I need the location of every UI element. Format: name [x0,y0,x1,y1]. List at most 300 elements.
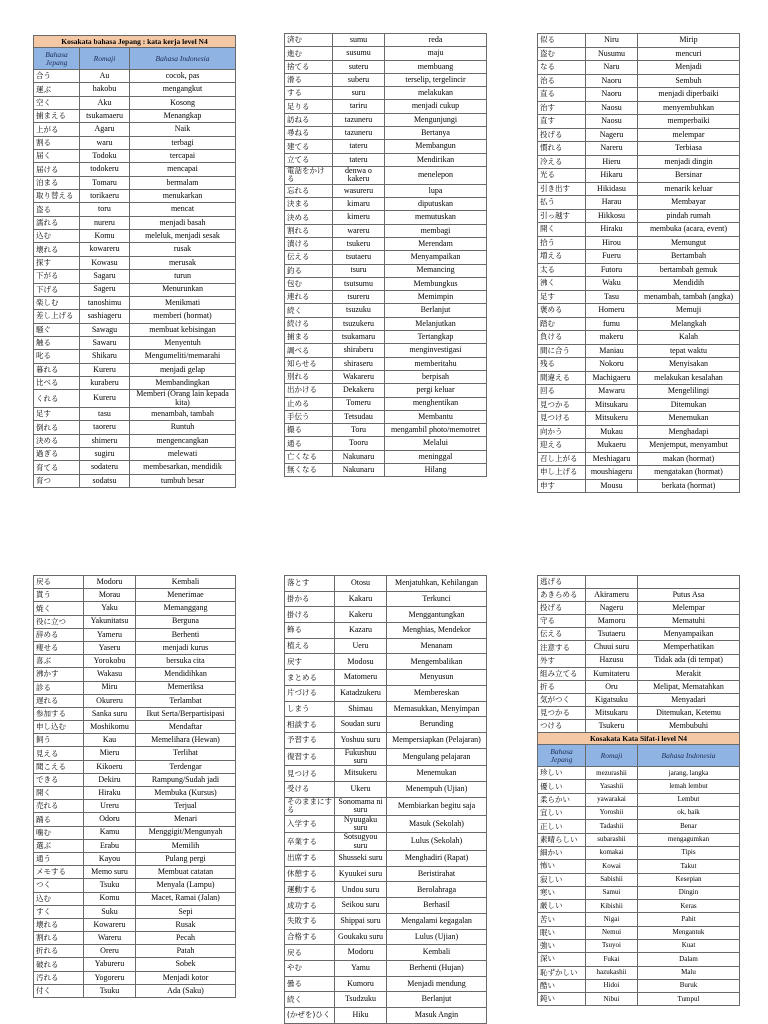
table-row [285,851,487,867]
table-row [538,602,740,615]
cell-romaji: kowareru [80,243,130,256]
cell-indonesian: merusak [130,256,236,269]
cell-japanese: 回る [538,385,586,399]
cell-indonesian: mengambil photo/memotret [385,424,487,437]
vocab-table-5 [284,575,487,1024]
cell-japanese: 届く [34,150,80,163]
cell-romaji: Fukushuu suru [335,748,387,766]
cell-japanese: 続く [285,992,335,1008]
cell-japanese: 破れる [34,958,84,971]
header-romaji: Romaji [80,48,130,70]
cell-indonesian: Memberi (Orang lain kepada kita) [130,390,236,408]
table-row [34,773,236,786]
cell-japanese: 診る [34,681,84,694]
cell-indonesian: Ada (Saku) [136,984,236,997]
cell-romaji: Kureru [80,390,130,408]
cell-romaji: Kyuukei suru [335,866,387,882]
cell-japanese: 取り替える [34,190,80,203]
cell-indonesian: Takut [638,860,740,873]
cell-romaji: suteru [333,60,385,73]
vocab-table-6 [537,575,740,1006]
cell-japanese: 投げる [538,128,586,142]
table-row [34,707,236,720]
table-row [285,331,487,344]
cell-japanese: 外す [538,654,586,667]
cell-japanese: 選ぶ [34,839,84,852]
cell-japanese: 止める [285,397,333,410]
table-row [538,979,740,992]
cell-romaji: Yaku [84,602,136,615]
cell-romaji: Naosu [586,115,638,129]
cell-indonesian: Runtuh [130,421,236,434]
cell-romaji: Kakeru [335,607,387,623]
header-japanese: Bahasa Jepang [538,745,586,767]
cell-japanese: 強い [538,939,586,952]
cell-indonesian: memperbaiki [638,115,740,129]
cell-japanese: 続ける [285,317,333,330]
cell-indonesian: Masuk Angin [387,1007,487,1023]
table-row [538,966,740,979]
table-row [538,142,740,156]
table-row [34,350,236,363]
cell-japanese: 守る [538,615,586,628]
cell-indonesian: Pahit [638,913,740,926]
table-row [538,886,740,899]
cell-indonesian: Patah [136,945,236,958]
cell-japanese: 宜しい [538,807,586,820]
table-row [285,251,487,264]
cell-romaji: Homeru [586,304,638,318]
cell-romaji: sumu [333,34,385,47]
cell-romaji: Naru [586,61,638,75]
cell-japanese: 掛かる [285,591,335,607]
cell-indonesian: Rampung/Sudah jadi [136,773,236,786]
cell-romaji: Kumitateru [586,667,638,680]
cell-japanese: 深い [538,953,586,966]
cell-romaji: waru [80,136,130,149]
table-row [285,437,487,450]
cell-indonesian: Mengelilingi [638,385,740,399]
cell-indonesian: Macet, Ramai (Jalan) [136,892,236,905]
table-row [538,939,740,952]
cell-japanese: 組み立てる [538,667,586,680]
cell-japanese: 増える [538,250,586,264]
table-row [285,976,487,992]
cell-japanese: 飾る [285,623,335,639]
cell-indonesian: Memancing [385,264,487,277]
table-row [34,390,236,408]
cell-indonesian: melewati [130,448,236,461]
cell-indonesian: Kesepian [638,873,740,886]
cell-japanese: 壊れる [34,918,84,931]
table-row [538,101,740,115]
table-row [538,833,740,846]
table-row [538,439,740,453]
table-row [34,123,236,136]
cell-indonesian: Bertambah [638,250,740,264]
cell-indonesian: Masuk (Sekolah) [387,815,487,833]
cell-romaji: Sawagu [80,323,130,336]
cell-indonesian: memutuskan [385,211,487,224]
cell-romaji: Hiraku [84,787,136,800]
table-row [538,793,740,806]
cell-romaji: hakobu [80,83,130,96]
cell-indonesian: Merakit [638,667,740,680]
cell-indonesian: turun [130,270,236,283]
cell-indonesian: terselip, tergelincir [385,73,487,86]
cell-japanese: 調べる [285,344,333,357]
cell-indonesian: Membangun [385,140,487,153]
cell-japanese: 上がる [34,123,80,136]
cell-romaji: tsukamaru [333,331,385,344]
cell-romaji: Harau [586,196,638,210]
cell-romaji: Mitsukeru [586,412,638,426]
cell-indonesian: pindah rumah [638,209,740,223]
cell-indonesian: Mengumeliti/memarahi [130,350,236,363]
cell-romaji: Shusseki suru [335,851,387,867]
cell-indonesian: pergi keluar [385,384,487,397]
cell-indonesian: tercapai [130,150,236,163]
cell-romaji: Meshiagaru [586,452,638,466]
cell-japanese: 予習する [285,732,335,748]
cell-indonesian: Mengulang pelajaran [387,748,487,766]
cell-japanese: 泊まる [34,176,80,189]
header-japanese: Bahasa Jepang [34,48,80,70]
cell-romaji: Odoru [84,813,136,826]
table-row [538,820,740,833]
header-indonesian: Bahasa Indonesia [130,48,236,70]
cell-japanese: 引っ越す [538,209,586,223]
cell-japanese: 届ける [34,163,80,176]
table-row [34,283,236,296]
cell-romaji: Tadashii [586,820,638,833]
table-row [538,846,740,859]
cell-indonesian: membesarkan, mendidik [130,461,236,474]
table-row [285,211,487,224]
table-row [285,929,487,945]
cell-japanese: 直す [538,115,586,129]
cell-indonesian: Melangkah [638,317,740,331]
table-row [285,87,487,100]
cell-romaji: Tooru [333,437,385,450]
table-row [34,734,236,747]
cell-indonesian: Pulang pergi [136,852,236,865]
cell-indonesian: melempar [638,128,740,142]
table-row [34,310,236,323]
cell-romaji: Yabureru [84,958,136,971]
table-row [34,721,236,734]
cell-indonesian: Lulus (Ujian) [387,929,487,945]
cell-indonesian: meleluk, menjadi sesak [130,230,236,243]
table-row [285,748,487,766]
table-row [34,576,236,589]
cell-romaji: Naoru [586,88,638,102]
table-row [34,230,236,243]
cell-japanese: つく [34,879,84,892]
cell-romaji: Sagaru [80,270,130,283]
cell-indonesian: Menanam [387,638,487,654]
cell-romaji: Nusumu [586,47,638,61]
cell-indonesian: Memasukkan, Menyimpan [387,701,487,717]
cell-romaji: Shippai suru [335,913,387,929]
cell-romaji: Akirameru [586,589,638,602]
cell-romaji: Tomaru [80,176,130,189]
cell-indonesian: mencat [130,203,236,216]
cell-indonesian: Memeriksa [136,681,236,694]
cell-japanese: 間違える [538,371,586,385]
cell-japanese: 曇る [285,976,335,992]
table-row [285,833,487,851]
table-row [34,694,236,707]
cell-indonesian: Menggantungkan [387,607,487,623]
cell-japanese: 足りる [285,100,333,113]
cell-indonesian: mengangkut [130,83,236,96]
cell-japanese: 無くなる [285,463,333,476]
cell-japanese: 込む [34,892,84,905]
cell-romaji: sodateru [80,461,130,474]
cell-romaji: Tsuyoi [586,939,638,952]
cell-romaji: Mieru [84,747,136,760]
cell-japanese: 遅れる [34,694,84,707]
cell-japanese: 通う [34,852,84,865]
cell-romaji: Nakunaru [333,463,385,476]
cell-japanese: 優しい [538,780,586,793]
table-row [538,371,740,385]
cell-indonesian: Mengembalikan [387,654,487,670]
cell-indonesian: Melipat, Mematahkan [638,680,740,693]
cell-japanese: 割れる [34,932,84,945]
cell-indonesian: bersuka cita [136,655,236,668]
cell-romaji: Machigaeru [586,371,638,385]
cell-japanese: 卒業する [285,833,335,851]
table-row [34,70,236,83]
table-row [285,73,487,86]
cell-indonesian: Terkunci [387,591,487,607]
table-row [538,236,740,250]
cell-romaji: kimaru [333,198,385,211]
cell-japanese: つける [538,720,586,733]
cell-romaji: Au [80,70,130,83]
cell-japanese: 育てる [34,461,80,474]
cell-japanese: 叱る [34,350,80,363]
table-row [538,807,740,820]
cell-indonesian: ok, baik [638,807,740,820]
cell-indonesian: menarik keluar [638,182,740,196]
cell-japanese: 伝える [285,251,333,264]
cell-indonesian: menelepon [385,166,487,184]
table-row [538,223,740,237]
table-row [285,140,487,153]
table-row [285,685,487,701]
cell-indonesian: Menurunkan [130,283,236,296]
cell-japanese: 付く [34,984,84,997]
cell-romaji: Sanka suru [84,707,136,720]
cell-romaji: Toru [333,424,385,437]
cell-japanese: 続く [285,304,333,317]
cell-romaji: Yasashii [586,780,638,793]
cell-romaji: Kikoeru [84,760,136,773]
cell-japanese: 出かける [285,384,333,397]
cell-japanese: 下げる [34,283,80,296]
cell-indonesian: Mendirikan [385,153,487,166]
cell-romaji: Goukaku suru [335,929,387,945]
cell-japanese: なる [538,61,586,75]
table-row [538,926,740,939]
cell-japanese: 汚れる [34,971,84,984]
table-row [538,720,740,733]
table-row [34,628,236,641]
table-row [285,397,487,410]
cell-romaji: Oreru [84,945,136,958]
table-row [285,591,487,607]
cell-romaji: Yameru [84,628,136,641]
table-row [34,866,236,879]
cell-japanese: くれる [34,390,80,408]
cell-japanese: 似る [538,34,586,48]
cell-indonesian: Menyisakan [638,358,740,372]
cell-romaji: kuraberu [80,376,130,389]
cell-indonesian: menjadi gelap [130,363,236,376]
table-row [285,184,487,197]
table-row [538,479,740,493]
cell-romaji: subarashii [586,833,638,846]
table-row [34,150,236,163]
cell-romaji: Shimau [335,701,387,717]
table-row [285,344,487,357]
table-row [285,166,487,184]
cell-romaji: Erabu [84,839,136,852]
cell-indonesian: membuat kebisingan [130,323,236,336]
table-row [538,953,740,966]
cell-indonesian: Sembuh [638,74,740,88]
table-row [285,866,487,882]
table-row [538,412,740,426]
cell-indonesian: Berolahraga [387,882,487,898]
cell-japanese: 釣る [285,264,333,277]
cell-indonesian: Naik [130,123,236,136]
cell-indonesian: Menyentuh [130,336,236,349]
cell-japanese: 手伝う [285,410,333,423]
table-row [538,873,740,886]
cell-romaji: Waku [586,277,638,291]
cell-romaji: Tsuku [84,879,136,892]
cell-romaji: Ueru [335,638,387,654]
cell-indonesian: Berhasil [387,898,487,914]
cell-japanese: 空く [34,96,80,109]
table-row [538,693,740,706]
cell-japanese: 光る [538,169,586,183]
cell-romaji: Niru [586,34,638,48]
cell-indonesian: Memungut [638,236,740,250]
cell-indonesian: Mengantuk [638,926,740,939]
cell-indonesian: Menyampaikan [638,628,740,641]
cell-japanese: 褒める [538,304,586,318]
table-row [34,216,236,229]
cell-indonesian: melakukan [385,87,487,100]
cell-japanese: 復習する [285,748,335,766]
cell-japanese: 落とす [285,576,335,592]
cell-indonesian: Berhenti [136,628,236,641]
cell-romaji: tsukeru [333,237,385,250]
cell-indonesian: Memanggang [136,602,236,615]
cell-romaji: Katadzukeru [335,685,387,701]
table-row [285,654,487,670]
cell-indonesian: Menjadi kotor [136,971,236,984]
cell-japanese: 倒れる [34,421,80,434]
table-row [34,323,236,336]
cell-romaji: Mamoru [586,615,638,628]
table-row [285,797,487,815]
cell-romaji: shiraseru [333,357,385,370]
cell-romaji: Nibui [586,993,638,1006]
cell-japanese: 逃げる [538,576,586,589]
cell-japanese: そのままにする [285,797,335,815]
cell-romaji: Todoku [80,150,130,163]
cell-indonesian: Menjadi mendung [387,976,487,992]
table-row [285,264,487,277]
cell-indonesian: Melempar [638,602,740,615]
cell-japanese: 貰う [34,589,84,602]
cell-romaji: Kayou [84,852,136,865]
cell-romaji: tateru [333,140,385,153]
cell-indonesian: lemah lembut [638,780,740,793]
cell-romaji: Modoru [84,576,136,589]
cell-japanese: 治す [538,101,586,115]
cell-indonesian: mengencangkan [130,434,236,447]
cell-romaji: Mukau [586,425,638,439]
cell-japanese: 差し上げる [34,310,80,323]
cell-japanese: 役に立つ [34,615,84,628]
cell-japanese: 引き出す [538,182,586,196]
cell-japanese: する [285,87,333,100]
table-row [538,250,740,264]
cell-japanese: 忘れる [285,184,333,197]
cell-indonesian: Membayar [638,196,740,210]
cell-indonesian: tumbuh besar [130,474,236,487]
cell-indonesian: Terjual [136,800,236,813]
cell-indonesian: Kembali [136,576,236,589]
table-row [538,331,740,345]
cell-japanese: 運動する [285,882,335,898]
cell-indonesian: mencapai [130,163,236,176]
cell-japanese: やむ [285,960,335,976]
cell-japanese: 過ぎる [34,448,80,461]
cell-indonesian: Hilang [385,463,487,476]
cell-indonesian: Bersinar [638,169,740,183]
table-row [538,641,740,654]
cell-japanese: 太る [538,263,586,277]
cell-japanese: 恥ずかしい [538,966,586,979]
header-indonesian: Bahasa Indonesia [638,745,740,767]
cell-romaji: Yoshuu suru [335,732,387,748]
cell-indonesian: Tipis [638,846,740,859]
cell-japanese: 残る [538,358,586,372]
cell-indonesian: Kuat [638,939,740,952]
cell-romaji: nureru [80,216,130,229]
cell-indonesian: menyembuhkan [638,101,740,115]
cell-japanese: 参加する [34,707,84,720]
cell-romaji: suberu [333,73,385,86]
cell-romaji [586,576,638,589]
cell-indonesian: membuka (acara, event) [638,223,740,237]
cell-indonesian: Menemukan [638,412,740,426]
cell-romaji: Hazusu [586,654,638,667]
cell-romaji: moushiageru [586,466,638,480]
cell-romaji: Kowareru [84,918,136,931]
table-row [538,290,740,304]
cell-indonesian: Berhenti (Hujan) [387,960,487,976]
table-row [285,607,487,623]
